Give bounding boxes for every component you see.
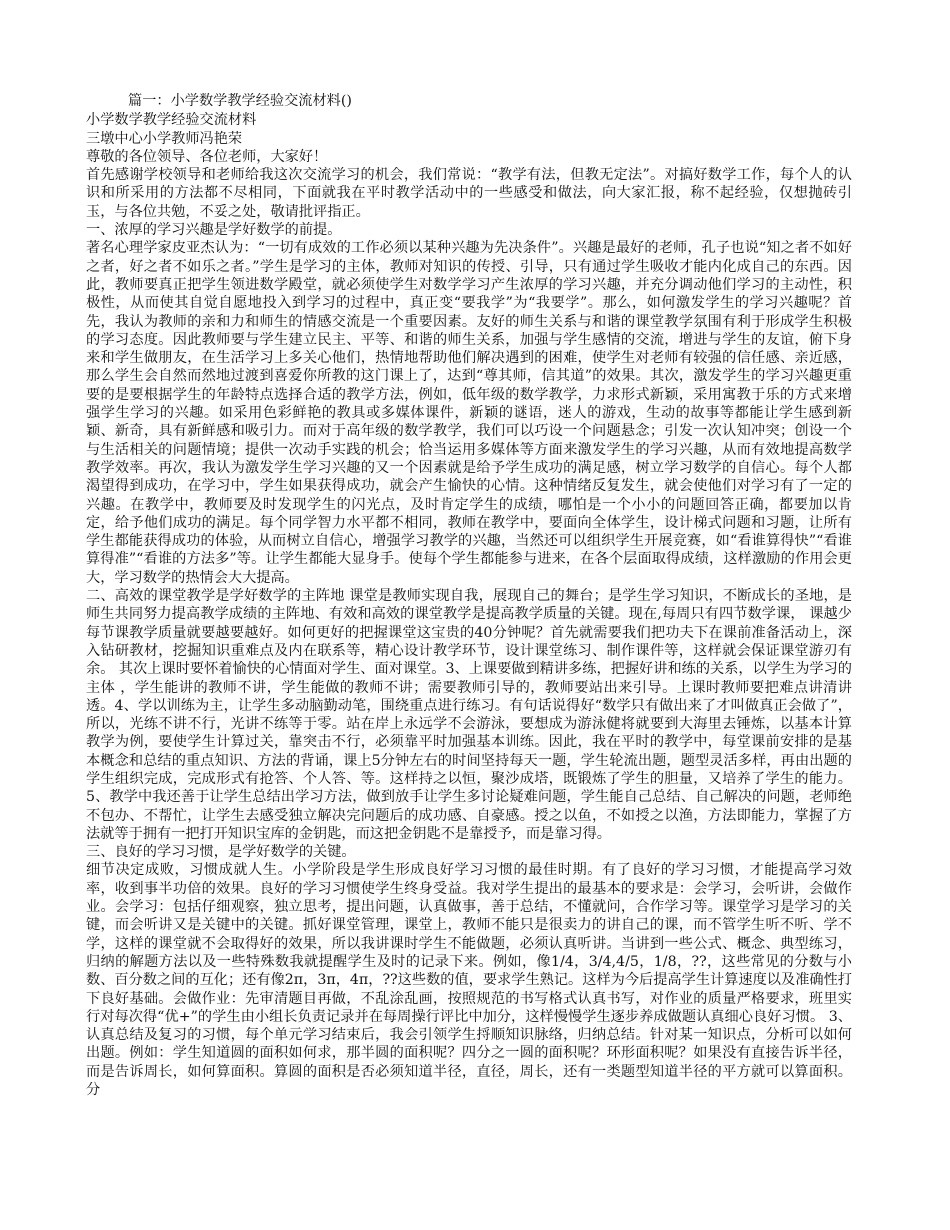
- paragraph-section-3: 细节决定成败，习惯成就人生。小学阶段是学生形成良好学习习惯的最佳时期。有了良好的学习习惯，才能提高学习效率，收到事半功倍的效果。良好的学习习惯使学生终身受益。我对学生提出的最基本的要求是：会学习，会听讲，会做作业。会学习：包括仔细观察，独立思考，提出问题，认真做事，善于总结，不懂就问，合作学习等。课堂学习是学习的关键，而会听讲又是关键中的关键。抓好课堂管理，课堂上，教师不能只是很卖力的讲自己的课，而不管学生听不听、学不学，这样的课堂就不会取得好的效果，所以我讲课时学生不能做题，必须认真听讲。当讲到一些公式、概念、典型练习，归纳的解题方法以及一些特殊数我就提醒学生及时的记录下来。例如，像1/4，3/4,4/5，1/8，??，这些常见的分数与小数、百分数之间的互化；还有像2π，3π，4π，??这些数的值，要求学生熟记。这样为今后提高学生计算速度以及准确性打下良好基础。会做作业：先审清题目再做，不乱涂乱画，按照规范的书写格式认真书写，对作业的质量严格要求，班里实行对每次得“优+”的学生由小组长负责记录并在每周操行评比中加分，这样慢慢学生逐步养成做题认真细心良好习惯。 3、认真总结及复习的习惯，每个单元学习结束后，我会引领学生捋顺知识脉络，归纳总结。针对某一知识点，分析可以如何出题。例如：学生知道圆的面积如何求，那半圆的面积呢？四分之一圆的面积呢？环形面积呢？如果没有直接告诉半径，而是告诉周长，如何算面积。算圆的面积是否必须知道半径，直径，周长，还有一类题型知道半径的平方就可以算面积。分: [86, 862, 852, 1099]
- document-title: 篇一：小学数学教学经验交流材料(): [128, 93, 352, 109]
- paragraph-section-1: 著名心理学家皮亚杰认为：“一切有成效的工作必须以某种兴趣为先决条件”。兴趣是最好的老师，孔子也说“知之者不如好之者，好之者不如乐之者。”学生是学习的主体，教师对知识的传授、引导，只有通过学生吸收才能内化成自己的东西。因此，教师要真正把学生领进数学殿堂，就必须使学生对数学学习产生浓厚的学习兴趣，并充分调动他们学习的主动性，积极性，从而使其自觉自愿地投入到学习的过程中，真正变“要我学”为“我要学”。那么，如何激发学生的学习兴趣呢？首先，我认为教师的亲和力和师生的情感交流是一个重要因素。友好的师生关系与和谐的课堂教学氛围有利于形成学生积极的学习态度。因此教师要与学生建立民主、平等、和谐的师生关系，加强与学生感情的交流，增进与学生的友谊，俯下身来和学生做朋友，在生活学习上多关心他们，热情地帮助他们解决遇到的困难，使学生对老师有较强的信任感、亲近感，那么学生会自然而然地过渡到喜爱你所教的这门课上了，达到“尊其师，信其道”的效果。其次，激发学生的学习兴趣更重要的是要根据学生的年龄特点选择合适的教学方法，例如，低年级的数学教学，力求形式新颖，采用寓教于乐的方式来增强学生学习的兴趣。如采用色彩鲜艳的教具或多媒体课件，新颖的谜语，迷人的游戏，生动的故事等都能让学生感到新颖、新奇，具有新鲜感和吸引力。而对于高年级的数学教学，我们可以巧设一个问题悬念；引发一次认知冲突；创设一个与生活相关的问题情境；提供一次动手实践的机会；恰当运用多媒体等方面来激发学生的学习兴趣，从而有效地提高数学教学效率。再次，我认为激发学生学习兴趣的又一个因素就是给予学生成功的满足感，树立学习数学的自信心。每个人都渴望得到成功，在学习中，学生如果获得成功，就会产生愉快的心情。这种情绪反复发生，就会使他们对学习有了一定的兴趣。在教学中，教师要及时发现学生的闪光点，及时肯定学生的成绩，哪怕是一个小小的问题回答正确，都要加以肯定，给予他们成功的满足。每个同学智力水平都不相同，教师在教学中，要面向全体学生，设计梯式问题和习题，让所有学生都能获得成功的体验，从而树立自信心，增强学习教学的兴趣，当然还可以组织学生开展竞赛，如“看谁算得快”“看谁算得准”“看谁的方法多”等。让学生都能大显身手。使每个学生都能参与进来，在各个层面取得成绩，这样激励的作用会更大，学习数学的热情会大大提高。: [86, 240, 852, 586]
- section-heading-3: 三、良好的学习习惯，是学好数学的关键。: [86, 844, 356, 861]
- document-heading: 小学数学教学经验交流材料: [86, 112, 257, 129]
- greeting: 尊敬的各位领导、各位老师，大家好！: [86, 148, 328, 165]
- paragraph-section-2: 二、高效的课堂教学是学好数学的主阵地 课堂是教师实现自我，展现自己的舞台；是学生学习知识，不断成长的圣地，是师生共同努力提高教学成绩的主阵地、有效和高效的课堂教学是提高教学质量的关键。现在,每周只有四节数学课， 课越少每节课教学质量就要越要越好。如何更好的把握课堂这宝贵的40分钟呢？首先就需要我们把功夫下在课前准备活动上，深入钻研教材，挖掘知识重难点及内在联系等，精心设计教学环节，设计课堂练习、制作课件等，这样就会保证课堂游刃有余。 其次上课时要怀着愉快的心情面对学生、面对课堂。3、上课要做到精讲多练，把握好讲和练的关系，以学生为学习的主体 ，学生能讲的教师不讲，学生能做的教师不讲；需要教师引导的，教师要站出来引导。上课时教师要把难点讲清讲透。4、学以训练为主，让学生多动脑勤动笔，围绕重点进行练习。有句话说得好“数学只有做出来了才叫做真正会做了”，所以，光练不讲不行，光讲不练等于零。站在岸上永远学不会游泳，要想成为游泳健将就要到大海里去锤炼，以基本计算教学为例，要使学生计算过关，靠突击不行，必须靠平时加强基本训练。因此，我在平时的教学中，每堂课前安排的是基本概念和总结的重点知识、方法的背诵，课上5分钟左右的时间坚持每天一题，学生轮流出题，题型灵活多样，再由出题的学生组织完成，完成形式有抢答、个人答、等。这样持之以恒，聚沙成塔，既锻炼了学生的胆量，又培养了学生的能力。5、教学中我还善于让学生总结出学习方法，做到放手让学生多讨论疑难问题，学生能自己总结、自己解决的问题，老师绝不包办、不帮忙，让学生去感受独立解决完问题后的成功感、自豪感。授之以鱼，不如授之以渔，方法即能力，掌握了方法就等于拥有一把打开知识宝库的金钥匙，而这把金钥匙不是靠授予，而是靠习得。: [86, 588, 852, 842]
- document-body: [86, 92, 852, 1099]
- section-heading-1: 一、浓厚的学习兴趣是学好数学的前提。: [86, 222, 342, 239]
- paragraph-intro: 首先感谢学校领导和老师给我这次交流学习的机会，我们常说：“教学有法，但教无定法”。对搞好数学工作，每个人的认识和所采用的方法都不尽相同，下面就我在平时教学活动中的一些感受和做法，向大家汇报，称不起经验，仅想抛砖引玉，与各位共勉，不妥之处，敬请批评指正。: [86, 167, 852, 220]
- document-author: 三墩中心小学教师冯艳荣: [86, 130, 243, 147]
